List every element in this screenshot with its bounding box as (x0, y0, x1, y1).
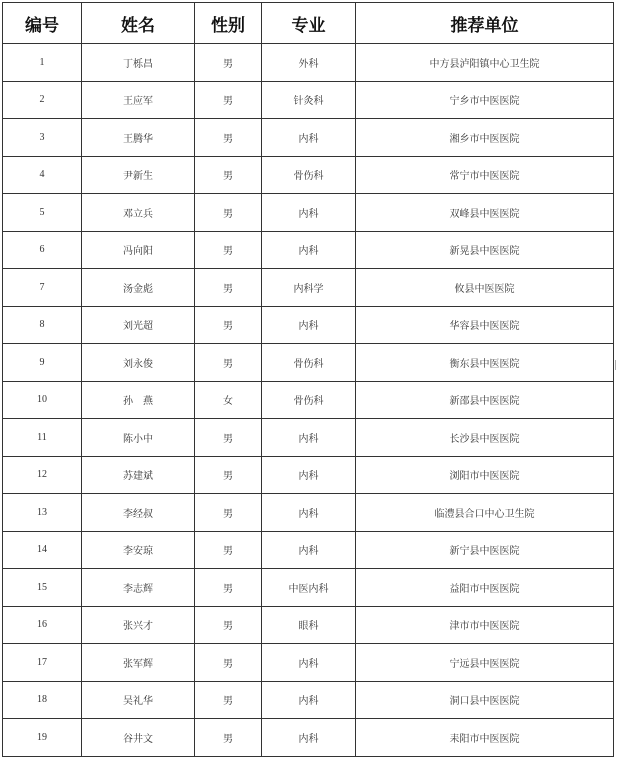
cell-recommending-unit: 浏阳市中医医院 (356, 456, 614, 494)
cell-recommending-unit: 益阳市中医医院 (356, 569, 614, 607)
table-row (3, 119, 614, 157)
cell-major: 内科学 (262, 269, 356, 307)
cell-name: 吴礼华 (82, 681, 195, 719)
table-row (3, 306, 614, 344)
table-row (3, 231, 614, 269)
cell-number: 9 (3, 344, 82, 382)
cell-gender: 男 (195, 119, 262, 157)
table-row (3, 531, 614, 569)
cell-major: 内科 (262, 231, 356, 269)
table-row (3, 44, 614, 82)
cell-name: 刘光超 (82, 306, 195, 344)
table-row (3, 494, 614, 532)
cell-major: 眼科 (262, 606, 356, 644)
cell-number: 4 (3, 156, 82, 194)
cell-gender: 男 (195, 269, 262, 307)
cell-recommending-unit: 津市市中医医院 (356, 606, 614, 644)
cell-name: 谷井文 (82, 719, 195, 757)
cell-major: 内科 (262, 719, 356, 757)
cell-gender: 男 (195, 194, 262, 232)
cell-name: 孙 燕 (82, 381, 195, 419)
cell-number: 14 (3, 531, 82, 569)
table-row (3, 456, 614, 494)
table-row (3, 194, 614, 232)
cell-gender: 男 (195, 456, 262, 494)
cell-gender: 男 (195, 681, 262, 719)
table-row (3, 606, 614, 644)
cell-name: 丁栎昌 (82, 44, 195, 82)
cell-number: 5 (3, 194, 82, 232)
header-number: 编号 (3, 3, 82, 44)
table-row (3, 81, 614, 119)
cell-recommending-unit: 新邵县中医医院 (356, 381, 614, 419)
cell-name: 王应军 (82, 81, 195, 119)
table-row (3, 269, 614, 307)
cell-recommending-unit: 常宁市中医医院 (356, 156, 614, 194)
cell-major: 内科 (262, 119, 356, 157)
cell-name: 张兴才 (82, 606, 195, 644)
cell-number: 17 (3, 644, 82, 682)
cell-recommending-unit: 长沙县中医医院 (356, 419, 614, 457)
cell-gender: 女 (195, 381, 262, 419)
cell-gender: 男 (195, 569, 262, 607)
table-row (3, 381, 614, 419)
table-row (3, 644, 614, 682)
cell-recommending-unit: 湘乡市中医医院 (356, 119, 614, 157)
cell-recommending-unit: 宁乡市中医医院 (356, 81, 614, 119)
cell-recommending-unit: 新晃县中医医院 (356, 231, 614, 269)
cell-gender: 男 (195, 644, 262, 682)
table-body (3, 44, 614, 757)
cell-number: 3 (3, 119, 82, 157)
table-row (3, 569, 614, 607)
table-row (3, 681, 614, 719)
cell-name: 汤金彪 (82, 269, 195, 307)
cell-name: 陈小中 (82, 419, 195, 457)
table-row (3, 344, 614, 382)
cell-number: 10 (3, 381, 82, 419)
cell-name: 李志辉 (82, 569, 195, 607)
cell-number: 18 (3, 681, 82, 719)
header-gender: 性别 (195, 3, 262, 44)
cell-name: 李安琼 (82, 531, 195, 569)
header-name: 姓名 (82, 3, 195, 44)
cell-major: 内科 (262, 456, 356, 494)
cell-recommending-unit: 双峰县中医医院 (356, 194, 614, 232)
cell-major: 中医内科 (262, 569, 356, 607)
cell-number: 15 (3, 569, 82, 607)
cell-gender: 男 (195, 44, 262, 82)
cell-recommending-unit: 衡东县中医医院 (356, 344, 614, 382)
cell-major: 外科 (262, 44, 356, 82)
cell-number: 13 (3, 494, 82, 532)
cell-number: 6 (3, 231, 82, 269)
cell-major: 内科 (262, 419, 356, 457)
cell-recommending-unit: 中方县泸阳镇中心卫生院 (356, 44, 614, 82)
cell-major: 内科 (262, 306, 356, 344)
cell-recommending-unit: 洞口县中医医院 (356, 681, 614, 719)
cell-number: 16 (3, 606, 82, 644)
cell-number: 2 (3, 81, 82, 119)
cell-name: 苏建斌 (82, 456, 195, 494)
cell-gender: 男 (195, 81, 262, 119)
cell-gender: 男 (195, 494, 262, 532)
cell-major: 骨伤科 (262, 344, 356, 382)
cell-major: 内科 (262, 494, 356, 532)
table-row (3, 156, 614, 194)
cell-recommending-unit: 新宁县中医医院 (356, 531, 614, 569)
cell-major: 内科 (262, 681, 356, 719)
cell-name: 尹新生 (82, 156, 195, 194)
cell-major: 骨伤科 (262, 381, 356, 419)
cell-number: 11 (3, 419, 82, 457)
cell-gender: 男 (195, 306, 262, 344)
cell-gender: 男 (195, 344, 262, 382)
cell-number: 19 (3, 719, 82, 757)
cell-major: 内科 (262, 531, 356, 569)
cell-gender: 男 (195, 531, 262, 569)
cell-number: 12 (3, 456, 82, 494)
cell-name: 邓立兵 (82, 194, 195, 232)
scan-mark (615, 360, 616, 370)
header-major: 专业 (262, 3, 356, 44)
cell-recommending-unit: 临澧县合口中心卫生院 (356, 494, 614, 532)
cell-name: 张军辉 (82, 644, 195, 682)
recommendation-table (2, 2, 614, 757)
cell-number: 1 (3, 44, 82, 82)
header-row (3, 3, 614, 44)
cell-major: 骨伤科 (262, 156, 356, 194)
cell-number: 8 (3, 306, 82, 344)
cell-gender: 男 (195, 156, 262, 194)
cell-gender: 男 (195, 606, 262, 644)
table-row (3, 719, 614, 757)
cell-name: 王腾华 (82, 119, 195, 157)
cell-recommending-unit: 宁远县中医医院 (356, 644, 614, 682)
cell-recommending-unit: 耒阳市中医医院 (356, 719, 614, 757)
cell-name: 李经叔 (82, 494, 195, 532)
cell-gender: 男 (195, 719, 262, 757)
cell-number: 7 (3, 269, 82, 307)
cell-name: 刘永俊 (82, 344, 195, 382)
cell-name: 冯向阳 (82, 231, 195, 269)
cell-gender: 男 (195, 231, 262, 269)
cell-major: 针灸科 (262, 81, 356, 119)
cell-recommending-unit: 华容县中医医院 (356, 306, 614, 344)
table-row (3, 419, 614, 457)
cell-gender: 男 (195, 419, 262, 457)
cell-major: 内科 (262, 644, 356, 682)
cell-major: 内科 (262, 194, 356, 232)
cell-recommending-unit: 攸县中医医院 (356, 269, 614, 307)
header-recommending-unit: 推荐单位 (356, 3, 614, 44)
